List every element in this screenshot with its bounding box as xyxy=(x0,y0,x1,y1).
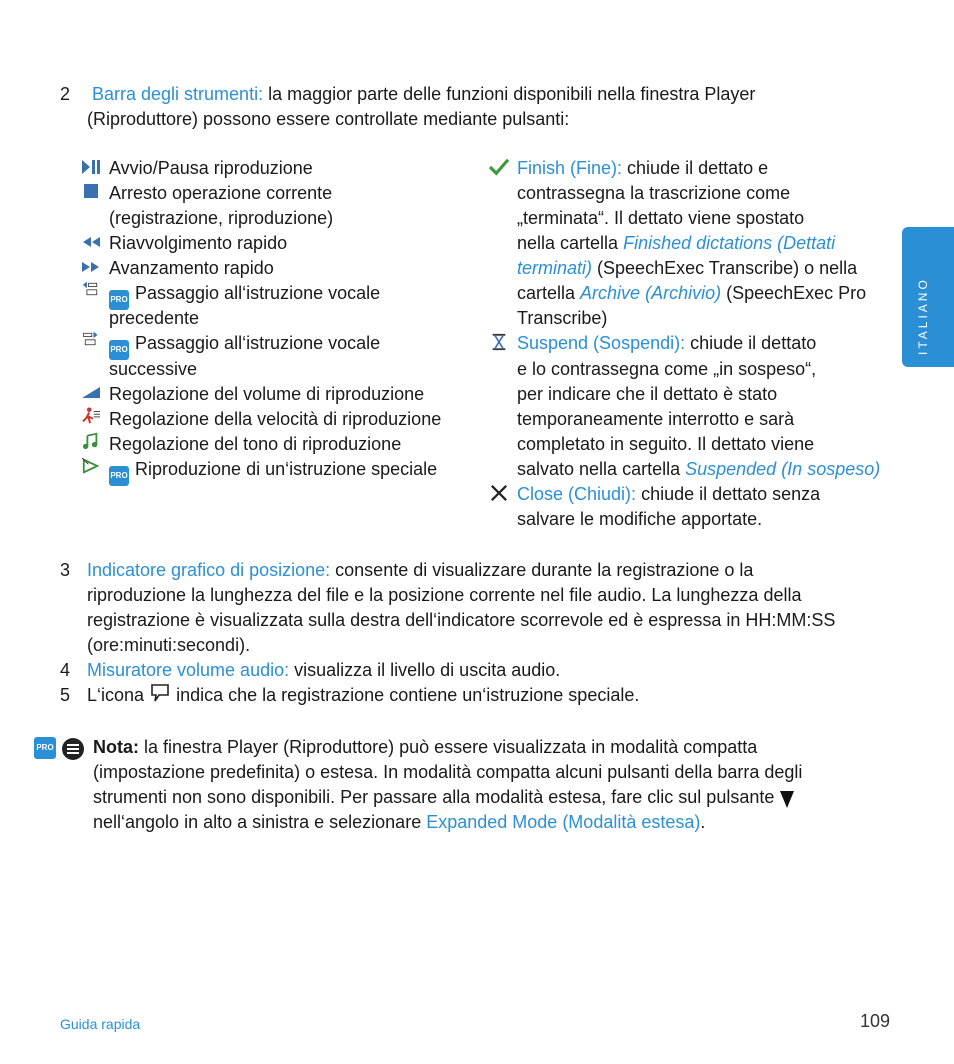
item2-text2: (Riproduttore) possono essere controllate mediante pulsanti: xyxy=(87,109,570,129)
next-instruction-label-line1: Passaggio all‘istruzione vocale xyxy=(135,333,381,353)
finish-text6a: cartella xyxy=(517,283,576,303)
finish-text5b: (SpeechExec Transcribe) o nella xyxy=(597,258,858,278)
note-line4 xyxy=(93,810,705,835)
checkmark-icon xyxy=(488,158,510,176)
finish-title: Finish (Fine): xyxy=(517,158,623,178)
fast-forward-icon xyxy=(80,258,102,276)
language-tab xyxy=(902,227,954,367)
close-icon xyxy=(488,484,510,502)
volume-icon xyxy=(80,383,102,401)
volume-label: Regolazione del volume di riproduzione xyxy=(109,384,425,404)
close-title: Close (Chiudi): xyxy=(517,484,637,504)
item3-text1: consente di visualizzare durante la registrazione o la xyxy=(335,560,754,580)
finished-dictations-folder: Finished dictations (Dettati xyxy=(623,233,836,253)
archive-folder: Archive (Archivio) xyxy=(580,283,722,303)
item4-title: Misuratore volume audio: xyxy=(87,660,290,680)
suspend-text6a: salvato nella cartella xyxy=(517,459,681,479)
pro-badge: PRO xyxy=(34,737,56,759)
finish-text2: contrassegna la trascrizione come xyxy=(517,183,791,203)
stop-label-line2: (registrazione, riproduzione) xyxy=(109,208,334,228)
special-instruction-play-icon xyxy=(80,457,102,475)
item3-text2: riproduzione la lunghezza del file e la posizione corrente nel file audio. La lunghezza della xyxy=(87,585,802,605)
finish-line5 xyxy=(517,256,857,281)
suspend-text1: chiude il dettato xyxy=(690,333,817,353)
item5-text1: L‘icona xyxy=(87,685,145,705)
suspend-text3: per indicare che il dettato è stato xyxy=(517,384,778,404)
play-pause-icon xyxy=(80,158,102,176)
item3-text4: (ore:minuti:secondi). xyxy=(87,635,251,655)
pro-badge: PRO xyxy=(109,340,129,360)
close-text2: salvare le modifiche apportate. xyxy=(517,509,763,529)
suspend-title: Suspend (Sospendi): xyxy=(517,333,686,353)
item2-text1: la maggior parte delle funzioni disponibili nella finestra Player xyxy=(268,84,756,104)
note-text1: la finestra Player (Riproduttore) può essere visualizzata in modalità compatta xyxy=(144,737,758,757)
finish-text4a: nella cartella xyxy=(517,233,619,253)
play-pause-label: Avvio/Pausa riproduzione xyxy=(109,158,313,178)
item3-title: Indicatore grafico di posizione: xyxy=(87,560,331,580)
finish-text3: „terminata“. Il dettato viene spostato xyxy=(517,208,805,228)
note-line1 xyxy=(93,735,757,760)
item2-title: Barra degli strumenti: xyxy=(92,84,264,104)
finish-text7: Transcribe) xyxy=(517,308,608,328)
expanded-mode-label: Expanded Mode (Modalità estesa) xyxy=(426,812,701,832)
stop-icon xyxy=(80,182,102,200)
item3-text3: registrazione è visualizzata sulla destra dell‘indicatore scorrevole ed è espressa in HH:MM:SS xyxy=(87,610,836,630)
special-instruction-label-text: Riproduzione di un‘istruzione speciale xyxy=(135,459,438,479)
suspend-text2: e lo contrassegna come „in sospeso“, xyxy=(517,359,817,379)
note-text3: strumenti non sono disponibili. Per passare alla modalità estesa, fare clic sul pulsante xyxy=(93,787,775,807)
item5-number: 5 xyxy=(60,685,71,705)
speed-label: Regolazione della velocità di riproduzione xyxy=(109,409,442,429)
item4-text: visualizza il livello di uscita audio. xyxy=(294,660,561,680)
page-number: 109 xyxy=(860,1011,891,1031)
finish-line1 xyxy=(517,156,768,181)
footer-title: Guida rapida xyxy=(60,1016,141,1032)
suspended-folder: Suspended (In sospeso) xyxy=(685,459,881,479)
pro-badge: PRO xyxy=(109,466,129,486)
previous-instruction-icon xyxy=(80,280,102,298)
special-instruction-label xyxy=(109,457,437,486)
close-text1: chiude il dettato senza xyxy=(641,484,821,504)
finish-text1: chiude il dettato e xyxy=(627,158,769,178)
item5-text2: indica che la registrazione contiene un‘istruzione speciale. xyxy=(176,685,640,705)
suspend-line6 xyxy=(517,457,880,482)
finished-dictations-folder-cont: terminati) xyxy=(517,258,593,278)
language-tab-label: ITALIANO xyxy=(916,277,930,355)
finish-text6c: (SpeechExec Pro xyxy=(726,283,867,303)
suspend-line1 xyxy=(517,331,816,356)
close-line1 xyxy=(517,482,820,507)
pro-badge: PRO xyxy=(109,290,129,310)
triangle-down-icon xyxy=(779,789,795,809)
item4-number: 4 xyxy=(60,660,71,680)
hourglass-icon xyxy=(488,333,510,351)
next-instruction-label-line2: successive xyxy=(109,359,198,379)
speed-icon xyxy=(80,407,102,425)
next-instruction-icon xyxy=(80,330,102,348)
item2-line1 xyxy=(92,82,755,107)
item2-number: 2 xyxy=(60,84,71,104)
suspend-text5: completato in seguito. Il dettato viene xyxy=(517,434,815,454)
next-instruction-label xyxy=(109,331,380,360)
note-line3 xyxy=(93,785,795,810)
rewind-label: Riavvolgimento rapido xyxy=(109,233,288,253)
suspend-text4: temporaneamente interrotto e sarà xyxy=(517,409,795,429)
note-icon xyxy=(61,737,85,761)
fast-forward-label: Avanzamento rapido xyxy=(109,258,274,278)
note-text4a: nell‘angolo in alto a sinistra e selezionare xyxy=(93,812,422,832)
previous-instruction-label-line1: Passaggio all‘istruzione vocale xyxy=(135,283,381,303)
note-text2: (impostazione predefinita) o estesa. In modalità compatta alcuni pulsanti della barra degli xyxy=(93,762,803,782)
previous-instruction-label-line2: precedente xyxy=(109,308,200,328)
tone-icon xyxy=(80,432,102,450)
stop-label-line1: Arresto operazione corrente xyxy=(109,183,333,203)
item4-line xyxy=(87,658,560,683)
tone-label: Regolazione del tono di riproduzione xyxy=(109,434,402,454)
rewind-icon xyxy=(80,233,102,251)
item3-line1 xyxy=(87,558,753,583)
item3-number: 3 xyxy=(60,560,71,580)
note-text4c: . xyxy=(700,812,706,832)
finish-line4 xyxy=(517,231,835,256)
item5-line xyxy=(87,683,639,708)
speech-bubble-icon xyxy=(149,683,171,703)
note-label: Nota: xyxy=(93,737,139,757)
finish-line6 xyxy=(517,281,866,306)
